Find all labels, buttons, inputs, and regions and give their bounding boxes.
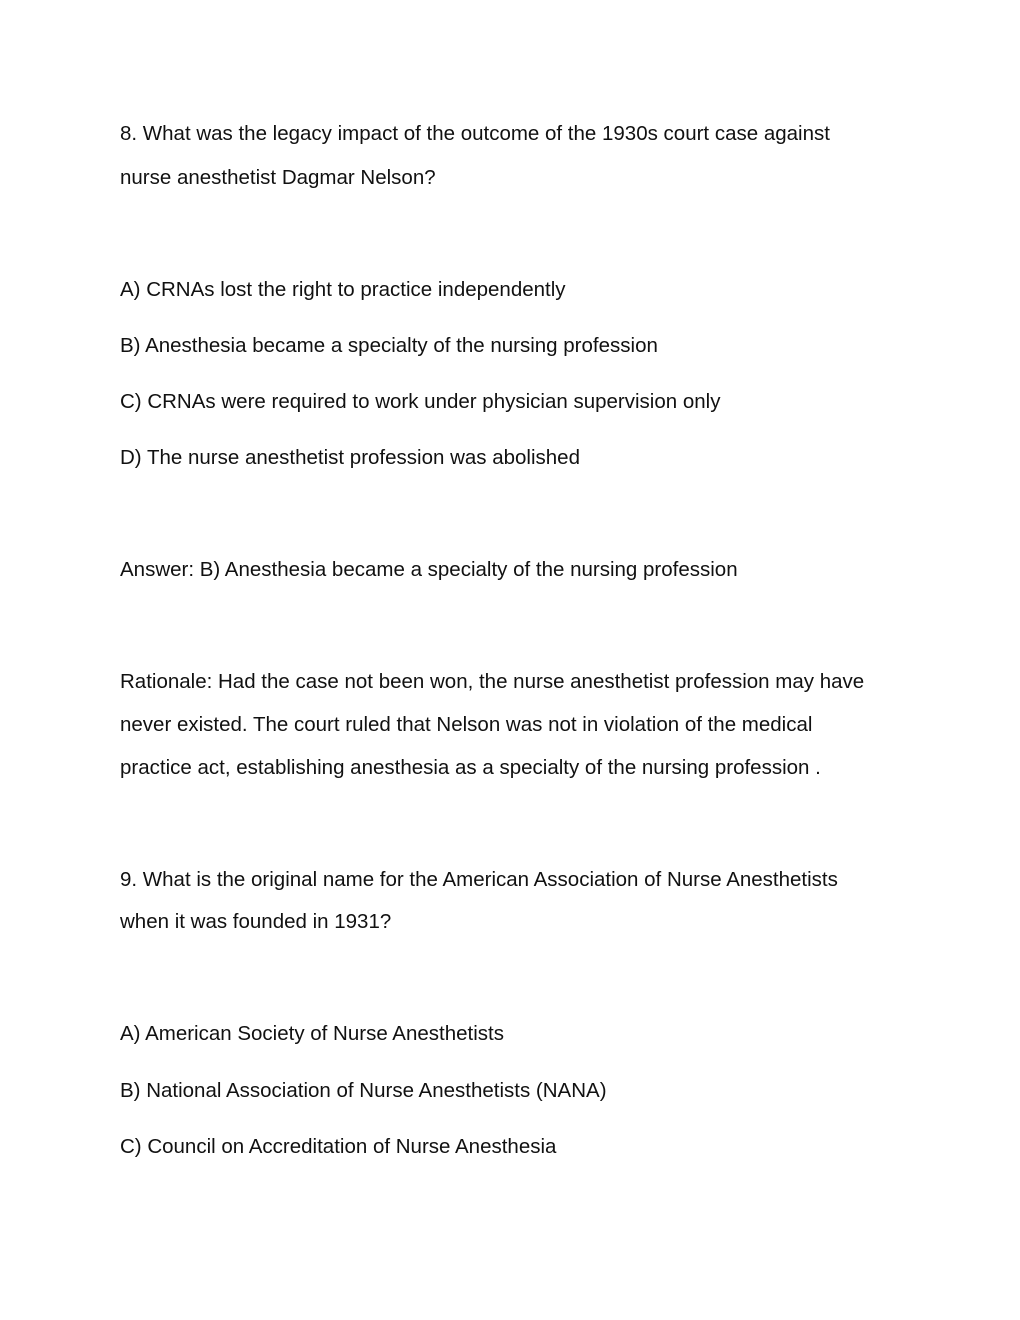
question-8-option-b: B) Anesthesia became a specialty of the nursing profession <box>120 334 658 357</box>
question-9-option-a: A) American Society of Nurse Anesthetists <box>120 1022 504 1045</box>
question-9-text-line-2: when it was founded in 1931? <box>120 910 392 933</box>
question-8-rationale-line-1: Rationale: Had the case not been won, the nurse anesthetist profession may have <box>120 670 865 693</box>
question-8-text-line-2: nurse anesthetist Dagmar Nelson? <box>120 166 436 189</box>
question-8-option-a: A) CRNAs lost the right to practice independently <box>120 278 566 301</box>
question-8-option-d: D) The nurse anesthetist profession was abolished <box>120 446 580 469</box>
question-8-rationale-line-3: practice act, establishing anesthesia as a specialty of the nursing profession . <box>120 756 821 779</box>
question-8-option-c: C) CRNAs were required to work under physician supervision only <box>120 390 721 413</box>
question-8-text-line-1: 8. What was the legacy impact of the outcome of the 1930s court case against <box>120 122 830 145</box>
question-9-option-c: C) Council on Accreditation of Nurse Anesthesia <box>120 1135 557 1158</box>
question-9-text-line-1: 9. What is the original name for the American Association of Nurse Anesthetists <box>120 868 838 891</box>
question-9-option-b: B) National Association of Nurse Anesthetists (NANA) <box>120 1079 607 1102</box>
question-8-answer: Answer: B) Anesthesia became a specialty of the nursing profession <box>120 558 738 581</box>
question-8-rationale-line-2: never existed. The court ruled that Nelson was not in violation of the medical <box>120 713 813 736</box>
